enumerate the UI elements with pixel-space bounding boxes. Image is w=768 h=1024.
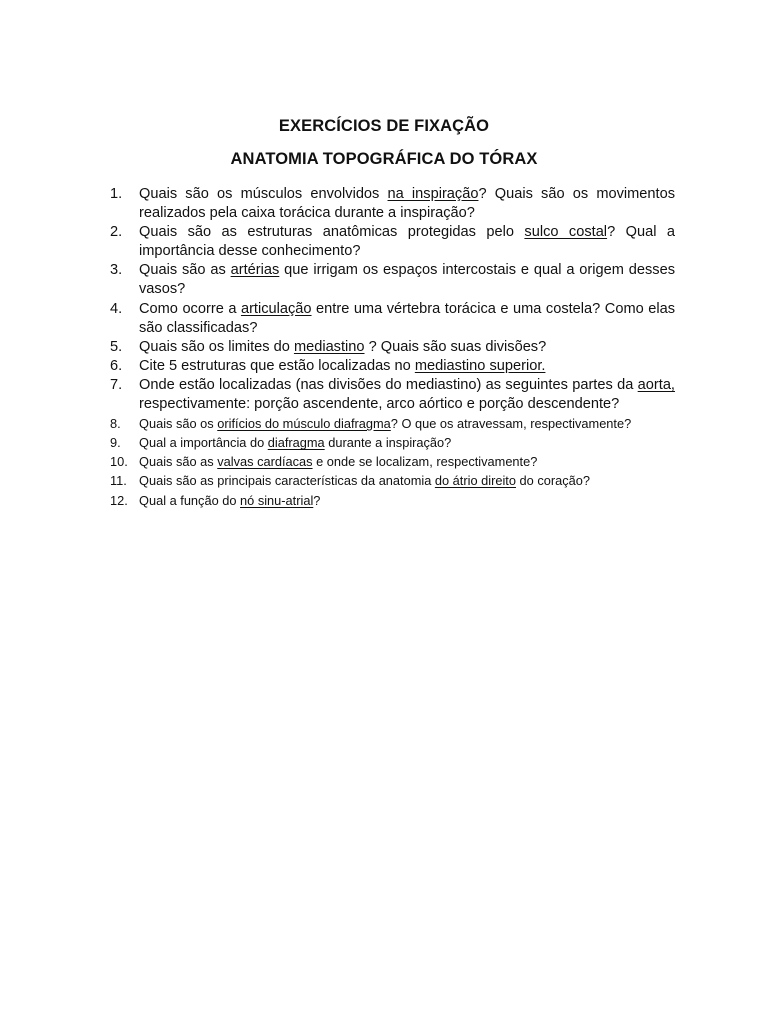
question-text-segment: que irrigam os espaços intercostais e qual a origem desses vasos?	[139, 262, 675, 298]
question-text-segment: ? Qual a importância desse conhecimento?	[139, 224, 676, 260]
question-item	[110, 433, 675, 452]
question-text-segment: ? Quais são os movimentos realizados pela caixa torácica durante a inspiração?	[139, 186, 676, 222]
question-item	[110, 414, 675, 433]
question-text-segment: Quais são os	[139, 416, 218, 432]
question-text	[139, 377, 675, 412]
question-text	[139, 473, 590, 488]
question-text	[139, 339, 546, 355]
question-text-segment: ? Quais são suas divisões?	[364, 338, 547, 355]
underlined-term: sulco costal	[524, 224, 608, 241]
question-item	[110, 261, 675, 299]
question-text-segment: entre uma vértebra torácica e uma costela? Como elas são classificadas?	[139, 300, 675, 336]
question-text-segment: Quais são os músculos envolvidos	[139, 186, 388, 202]
question-number: 4.	[110, 300, 123, 317]
underlined-term: articulação	[240, 300, 312, 317]
question-item	[110, 223, 675, 261]
question-text-segment: Quais são as estruturas anatômicas protegidas pelo	[139, 224, 525, 241]
question-text	[139, 301, 675, 336]
question-text-segment: Quais são os limites do	[139, 338, 294, 355]
question-number: 9.	[110, 435, 121, 451]
question-text-segment: e onde se localizam, respectivamente?	[312, 454, 538, 470]
question-text-segment: do coração?	[515, 473, 590, 489]
question-text-segment: Quais são as principais características da anatomia	[139, 473, 435, 489]
question-text	[139, 416, 631, 431]
question-text-segment: Qual a função do	[139, 492, 241, 508]
question-number: 11.	[110, 473, 127, 489]
question-text-segment: Quais são as	[139, 262, 231, 279]
question-text	[139, 186, 675, 221]
document-header	[0, 117, 768, 169]
question-number: 10.	[110, 454, 128, 470]
underlined-term: valvas cardíacas	[217, 454, 313, 470]
question-item	[110, 185, 675, 223]
question-text	[139, 224, 675, 259]
question-text-segment: Quais são as	[139, 454, 218, 470]
question-number: 6.	[110, 357, 123, 374]
question-text	[139, 454, 537, 469]
question-text-segment: Onde estão localizadas (nas divisões do mediastino) as seguintes partes da	[139, 376, 638, 393]
document-title: EXERCÍCIOS DE FIXAÇÃO	[278, 117, 490, 135]
underlined-term: aorta,	[637, 376, 675, 393]
underlined-term: orifícios do músculo diafragma	[217, 416, 391, 432]
question-item	[110, 357, 675, 376]
underlined-term: artérias	[230, 262, 280, 279]
question-text-segment: Qual a importância do	[139, 435, 268, 451]
question-text-segment: ? O que os atravessam, respectivamente?	[390, 416, 632, 432]
question-text-segment: Cite 5 estruturas que estão localizadas no	[139, 357, 415, 374]
question-item	[110, 376, 675, 414]
question-number: 8.	[110, 416, 121, 432]
question-number: 7.	[110, 376, 123, 393]
question-item	[110, 452, 675, 471]
question-item	[110, 471, 675, 490]
underlined-term: do átrio direito	[434, 473, 516, 489]
question-number: 12.	[110, 492, 128, 508]
underlined-term: diafragma	[267, 435, 325, 451]
question-text-segment: respectivamente: porção ascendente, arco aórtico e porção descendente?	[139, 396, 620, 413]
question-text-segment: Como ocorre a	[139, 300, 241, 317]
question-number: 1.	[110, 186, 123, 202]
question-item	[110, 300, 675, 338]
question-item	[110, 491, 675, 510]
question-text-segment: ?	[313, 492, 321, 508]
underlined-term: mediastino superior.	[414, 357, 546, 374]
underlined-term: na inspiração	[387, 186, 479, 202]
question-item	[110, 338, 675, 357]
underlined-term: mediastino	[293, 338, 365, 355]
question-text	[139, 358, 545, 374]
question-number: 5.	[110, 338, 123, 355]
question-text	[139, 493, 320, 508]
document-subtitle: ANATOMIA TOPOGRÁFICA DO TÓRAX	[230, 150, 538, 168]
underlined-term: nó sinu-atrial	[240, 492, 314, 508]
question-text	[139, 262, 675, 297]
question-text-segment: durante a inspiração?	[324, 435, 452, 451]
question-number: 3.	[110, 262, 123, 279]
question-list	[110, 185, 675, 510]
question-text	[139, 435, 451, 450]
question-number: 2.	[110, 224, 123, 241]
